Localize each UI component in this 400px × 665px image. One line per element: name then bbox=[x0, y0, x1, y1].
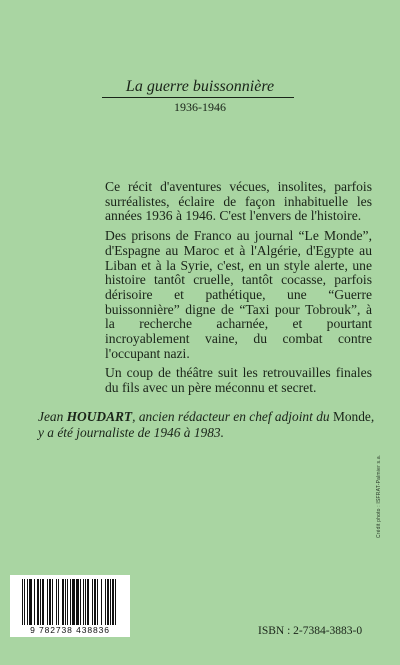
book-title: La guerre buissonnière bbox=[125, 78, 275, 95]
isbn: ISBN : 2-7384-3883-0 bbox=[258, 625, 363, 637]
title-underline bbox=[102, 97, 294, 98]
author-first-name: Jean bbox=[38, 409, 67, 424]
blurb-paragraph-1: Ce récit d'aventures vécues, insolites, parfois surréalistes, éclaire de façon inhabituelle les années 1936 à 1946. C'est l'envers de l'histoire. bbox=[105, 179, 372, 224]
newspaper-name: Monde bbox=[332, 409, 371, 424]
blurb-paragraph-3: Un coup de théâtre suit les retrouvailles finales du fils avec un père méconnu et secret. bbox=[105, 365, 372, 396]
photo-credit: Crédit photo : ISFRAT-Palmier s.a. bbox=[376, 454, 382, 538]
barcode-number: 9 782738 438836 bbox=[30, 625, 110, 635]
blurb-paragraph-2: Des prisons de Franco au journal “Le Monde”, d'Espagne au Maroc et à l'Algérie, d'Egypte au Liban et à la Syrie, c'est, en un style alerte, une histoire tantôt cruelle, tantôt cocasse, parfois dérisoire et pathétique, une “Guerre buissonnière” digne de “Taxi pour Tobrouk”, à la recherche acharnée, et pourtant incroyablement vaine, du combat contre l'occupant nazi. bbox=[105, 228, 372, 361]
author-bio bbox=[38, 409, 378, 441]
barcode-box bbox=[10, 575, 130, 637]
barcode-bar bbox=[116, 579, 117, 625]
author-bio-tail: , y a été journaliste de 1946 à 1983. bbox=[38, 409, 375, 440]
barcode-bars bbox=[22, 579, 120, 625]
author-role: , ancien rédacteur en chef adjoint du bbox=[132, 409, 333, 424]
book-dates: 1936-1946 bbox=[174, 100, 226, 114]
author-last-name: HOUDART bbox=[66, 409, 133, 424]
blurb bbox=[105, 180, 372, 401]
